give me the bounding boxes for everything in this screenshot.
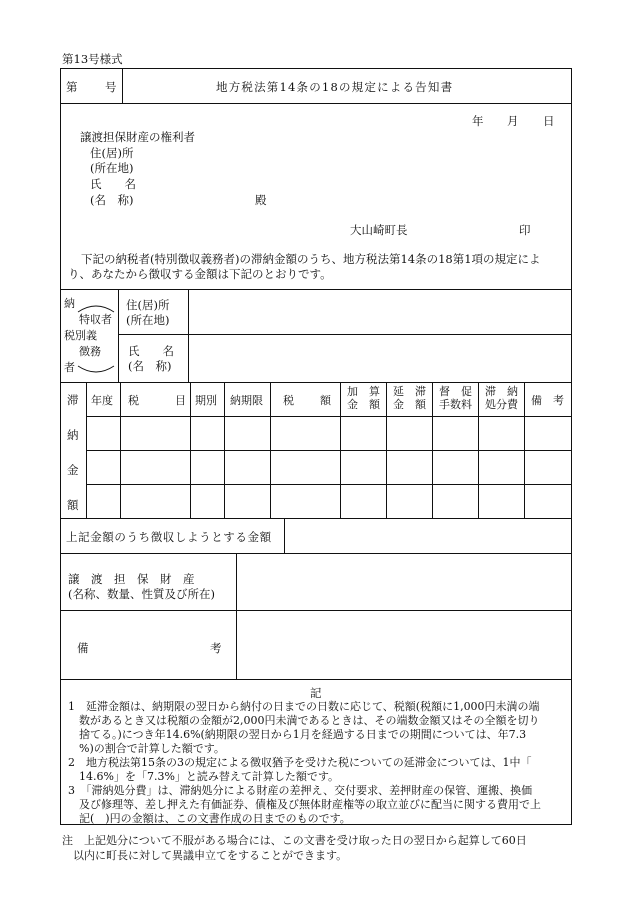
arrears-side-1: 滞 — [67, 393, 79, 407]
notes-title: 記 — [310, 686, 322, 700]
col-late-top: 延 滞 — [393, 385, 426, 398]
divider — [284, 518, 285, 553]
arrears-side-3: 金 — [67, 463, 79, 477]
addressee-address: 住(居)所 — [90, 146, 134, 160]
date-day: 日 — [543, 114, 555, 128]
note-line: 3 「滞納処分費」は、滞納処分による財産の差押え、交付要求、差押財産の保管、運搬、換価 — [68, 784, 533, 797]
divider — [118, 334, 572, 335]
col-amount-b: 額 — [320, 394, 331, 407]
col-item-a: 税 — [128, 394, 139, 407]
col-add-bottom: 金 額 — [347, 398, 380, 411]
seal-mark: 印 — [519, 223, 531, 237]
taxpayer-side-bottom: 者 — [64, 361, 75, 374]
number-label: 第 — [66, 80, 78, 94]
date-year: 年 — [472, 114, 484, 128]
divider — [60, 289, 572, 290]
col-amount-a: 税 — [283, 394, 294, 407]
col-fee-top: 督 促 — [439, 385, 472, 398]
col-fee — [433, 385, 478, 411]
document-title: 地方税法第14条の18の規定による告知書 — [216, 80, 454, 94]
col-add-top: 加 算 — [347, 385, 380, 398]
note-line: 1 延滞金額は、納期限の翌日から納付の日までの日数に応じて、税額(税額に1,000円未満の端 — [68, 700, 540, 713]
property-label-1: 譲 渡 担 保 財 産 — [68, 572, 195, 586]
honorific: 殿 — [255, 193, 267, 207]
note-line: 2 地方税法第15条の3の規定による徴収猶予を受けた税についての延滞金については、1中「 — [68, 756, 532, 769]
taxpayer-name-label: 氏 名 — [128, 344, 174, 358]
divider — [60, 679, 572, 680]
taxpayer-corp-label: (名 称) — [128, 359, 172, 373]
col-disposal-top: 滞 納 — [485, 385, 518, 398]
col-deadline: 納期限 — [230, 394, 263, 407]
arrears-side-4: 額 — [67, 498, 79, 512]
intro-line-2: り、あなたから徴収する金額は下記のとおりです。 — [68, 267, 332, 281]
divider — [86, 416, 572, 417]
remarks-right: 考 — [210, 641, 222, 655]
note-line: 数があるとき又は税額の金額が2,000円未満であるときは、その端数金額又はその全額を切り — [68, 714, 540, 727]
divider — [60, 610, 572, 611]
col-disposal — [479, 385, 524, 411]
number-suffix: 号 — [105, 80, 117, 94]
intro-line-1: 下記の納税者(特別徴収義務者)の滞納金額のうち、地方税法第14条の18第1項の規定によ — [81, 252, 541, 266]
col-year: 年度 — [91, 394, 113, 407]
divider — [188, 289, 189, 382]
taxpayer-location-label: (所在地) — [126, 313, 170, 327]
divider — [122, 69, 123, 103]
addressee-name: 氏 名 — [90, 177, 136, 191]
addressee-location: (所在地) — [90, 161, 134, 175]
col-late — [387, 385, 432, 411]
col-add — [341, 385, 386, 411]
arrears-side-2: 納 — [67, 428, 79, 442]
taxpayer-side-mid: 税別義 — [64, 329, 97, 342]
col-period: 期別 — [195, 394, 217, 407]
issuer-name: 大山崎町長 — [350, 223, 408, 237]
note-line: 及び修理等、差し押えた有価証券、債権及び無体財産権等の取立並びに配当に関する費用で上 — [68, 798, 541, 811]
brace-marks — [76, 302, 116, 374]
note-line: 記( )円の金額は、この文書作成の日までのものです。 — [68, 812, 351, 825]
date-month: 月 — [507, 114, 519, 128]
col-item-b: 目 — [175, 394, 186, 407]
divider — [60, 103, 572, 104]
divider — [236, 553, 237, 679]
addressee-heading: 譲渡担保財産の権利者 — [80, 130, 195, 144]
footer-line-2: 以内に町長に対して異議申立てをすることができます。 — [62, 849, 348, 862]
note-line: 捨てる。)につき年14.6%(納期限の翌日から1月を経過する日までの期間については、年7.3 — [68, 728, 527, 741]
col-fee-bottom: 手数料 — [439, 398, 472, 411]
addressee-corp-name: (名 称) — [90, 193, 134, 207]
note-line: 14.6%」を「7.3%」と読み替えて計算した額です。 — [68, 770, 340, 783]
taxpayer-side-top: 納 — [64, 297, 75, 310]
col-late-bottom: 金 額 — [393, 398, 426, 411]
note-line: %)の割合で計算した額です。 — [68, 742, 225, 755]
col-remarks: 備 考 — [531, 394, 564, 407]
taxpayer-address-label: 住(居)所 — [126, 298, 170, 312]
collect-amount-label: 上記金額のうち徴収しようとする金額 — [66, 530, 272, 544]
property-label-2: (名称、数量、性質及び所在) — [68, 587, 215, 601]
divider — [86, 484, 572, 485]
divider — [86, 450, 572, 451]
col-disposal-bottom: 処分費 — [485, 398, 518, 411]
footer-line-1: 注 上記処分について不服がある場合には、この文書を受け取った日の翌日から起算して60日 — [62, 834, 527, 847]
taxpayer-side-bracket-bottom: 徴務 — [79, 345, 101, 358]
divider — [60, 518, 572, 519]
divider — [60, 553, 572, 554]
divider — [118, 289, 119, 382]
remarks-left: 備 — [77, 641, 89, 655]
taxpayer-side-bracket-top: 特収者 — [79, 313, 112, 326]
divider — [60, 382, 572, 383]
form-number: 第13号様式 — [62, 52, 123, 66]
